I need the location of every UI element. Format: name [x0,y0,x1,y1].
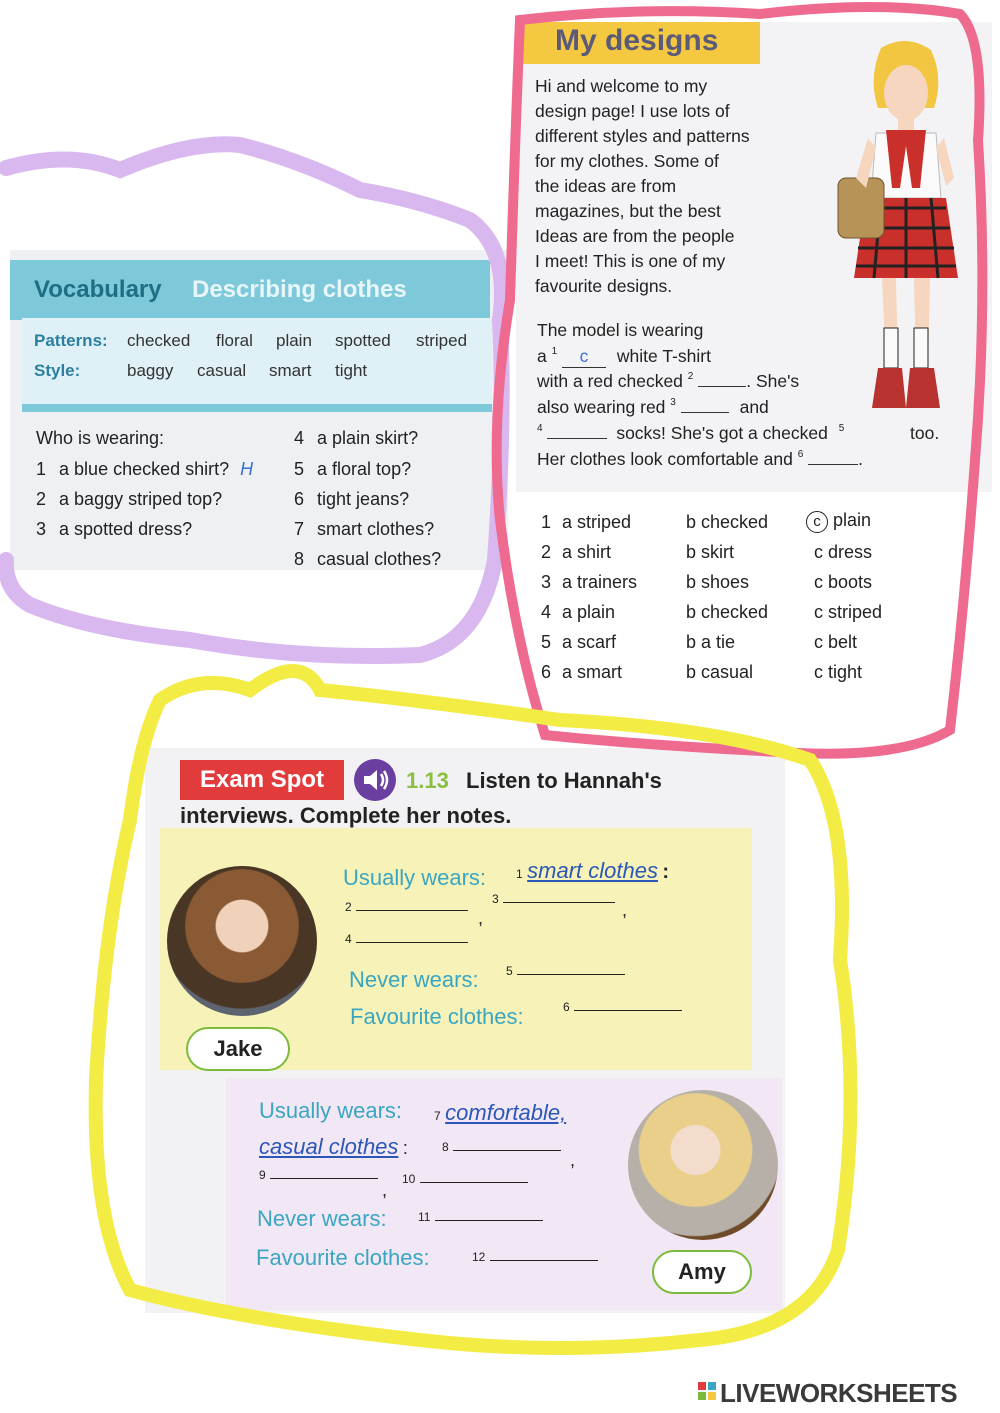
model-text: . She's [746,371,800,391]
style-label: Style: [34,361,81,380]
gap-number: 3 [492,892,499,906]
gap-number: 1 [516,867,523,881]
never-wears-label: Never wears: [257,1206,387,1231]
gap-number: 4 [345,932,352,946]
option-b[interactable]: b checked [686,512,769,532]
gap-number: 7 [434,1109,441,1123]
question-number: 4 [294,428,305,448]
liveworksheets-logo-icon [698,1382,716,1400]
selected-circle: c [806,511,828,533]
purple-highlight-loop [6,144,502,656]
option-c[interactable]: c striped [814,602,883,622]
instruction-line: Listen to Hannah's [466,768,662,793]
patterns-label: Patterns: [34,331,108,350]
model-text: also wearing red [537,397,666,417]
style-word: casual [197,361,247,380]
track-number: 1.13 [406,768,449,793]
model-text: and [739,397,769,417]
model-text: with a red checked [537,371,683,391]
vocabulary-subtitle: Describing clothes [192,276,407,303]
intro-line: magazines, but the best [535,201,721,221]
gap-number: 1 [551,346,558,357]
comma: , [622,900,628,920]
gap-number: 12 [472,1250,486,1264]
colon: : [662,861,670,883]
gap-number: 6 [563,1000,570,1014]
comma: , [382,1180,388,1200]
favourite-clothes-label: Favourite clothes: [350,1004,524,1029]
option-c[interactable]: c tight [814,662,863,682]
intro-line: I meet! This is one of my [535,251,726,271]
option-a[interactable]: a striped [562,512,632,532]
style-word: baggy [127,361,174,380]
comma: , [478,908,484,928]
option-b[interactable]: b skirt [686,542,735,562]
pattern-word: striped [416,331,468,350]
answer-input[interactable]: smart clothes [527,858,658,883]
option-c[interactable]: c dress [814,542,873,562]
question-number: 2 [36,489,47,509]
option-a[interactable]: a scarf [562,632,617,652]
option-b[interactable]: b casual [686,662,754,682]
gap-number: 2 [345,900,352,914]
favourite-clothes-label: Favourite clothes: [256,1245,430,1270]
question-header: Who is wearing: [36,428,165,448]
model-text: white T-shirt [616,346,711,366]
exam-spot-badge: Exam Spot [180,760,344,800]
designs-title: My designs [555,24,719,57]
question-number: 5 [294,459,305,479]
answer-input[interactable]: comfortable, [445,1100,567,1125]
comma: , [570,1150,576,1170]
model-text: socks! She's got a checked [616,423,828,443]
question-number: 7 [294,519,305,539]
option-a[interactable]: a shirt [562,542,612,562]
question-number: 8 [294,549,305,569]
option-text: plain [833,510,872,530]
yellow-highlight-loop [96,671,851,1348]
gap-number: 3 [670,397,676,408]
intro-line: design page! I use lots of [535,101,730,121]
pattern-word: spotted [335,331,391,350]
intro-line: the ideas are from [535,176,677,196]
gap-number: 9 [259,1168,266,1182]
pattern-word: floral [216,331,253,350]
gap-number: 5 [506,964,513,978]
answer-input[interactable]: H [240,459,254,479]
option-c[interactable]: c boots [814,572,873,592]
style-word: tight [335,361,368,380]
model-text: Her clothes look comfortable and [537,449,793,469]
colon: : [402,1138,408,1158]
option-number: 2 [541,542,552,562]
amy-name-label: Amy [652,1250,752,1294]
style-word: smart [269,361,312,380]
option-a[interactable]: a smart [562,662,623,682]
question-text: a plain skirt? [317,428,419,448]
vocabulary-title: Vocabulary [34,276,162,303]
option-b[interactable]: b shoes [686,572,750,592]
option-number: 3 [541,572,552,592]
never-wears-label: Never wears: [349,967,479,992]
question-text: a baggy striped top? [59,489,223,509]
option-a[interactable]: a trainers [562,572,638,592]
gap-input[interactable]: c [562,346,606,368]
usually-wears-label: Usually wears: [259,1098,403,1123]
usually-wears-label: Usually wears: [343,865,487,890]
option-number: 4 [541,602,552,622]
model-line: The model is wearing [537,320,704,340]
question-text: a blue checked shirt? [59,459,230,479]
jake-name-label: Jake [186,1027,290,1071]
intro-line: Ideas are from the people [535,226,735,246]
gap-number: 4 [537,423,543,434]
pattern-word: plain [276,331,312,350]
question-number: 1 [36,459,47,479]
option-number: 1 [541,512,552,532]
gap-number: 10 [402,1172,416,1186]
gap-number: 8 [442,1140,449,1154]
liveworksheets-logo[interactable]: LIVEWORKSHEETS [720,1378,958,1408]
intro-line: for my clothes. Some of [535,151,719,171]
question-text: casual clothes? [317,549,442,569]
answer-input[interactable]: casual clothes [259,1134,399,1159]
gap-number: 5 [838,423,845,434]
pink-highlight-loop [497,7,983,754]
option-number: 6 [541,662,552,682]
option-b[interactable]: b checked [686,602,769,622]
question-text: smart clothes? [317,519,435,539]
model-text: . [858,449,864,469]
model-text: too. [910,423,940,443]
intro-line: different styles and patterns [535,126,750,146]
option-number: 5 [541,632,552,652]
model-text: a [537,346,547,366]
intro-line: Hi and welcome to my [535,76,708,96]
gap-number: 6 [797,449,804,460]
question-number: 3 [36,519,47,539]
option-c[interactable]: c belt [814,632,858,652]
intro-line: favourite designs. [535,276,673,296]
question-text: a spotted dress? [59,519,193,539]
gap-number: 11 [418,1210,431,1224]
pattern-word: checked [127,331,191,350]
question-text: tight jeans? [317,489,410,509]
instruction-line: interviews. Complete her notes. [180,803,512,828]
option-a[interactable]: a plain [562,602,616,622]
question-text: a floral top? [317,459,412,479]
option-b[interactable]: b a tie [686,632,736,652]
question-number: 6 [294,489,305,509]
gap-number: 2 [687,371,694,382]
